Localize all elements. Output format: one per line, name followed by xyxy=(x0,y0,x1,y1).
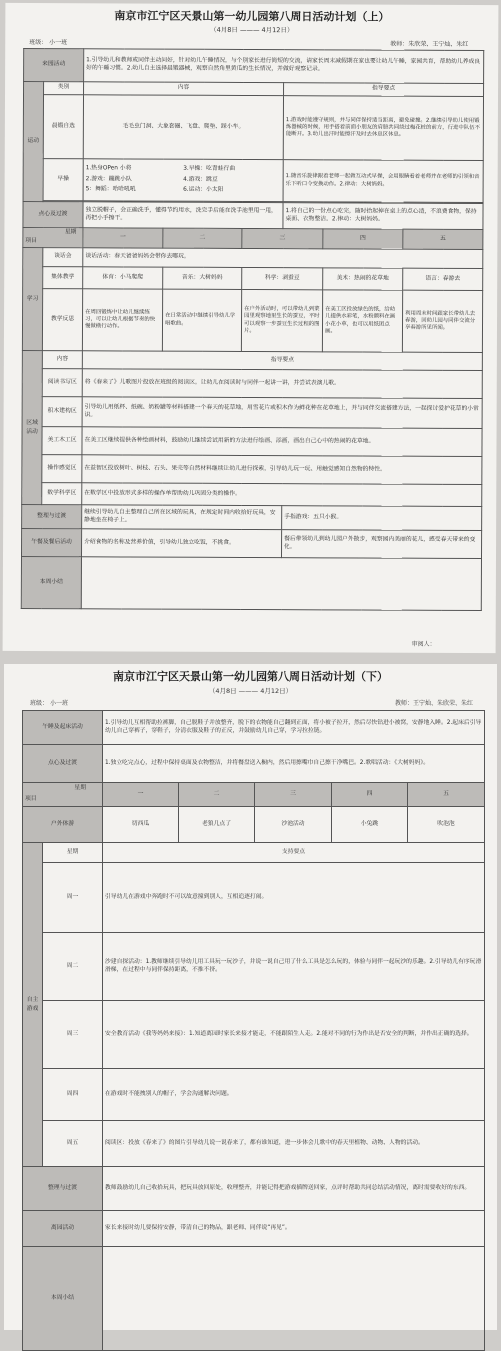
key-item: 在周四锻炼中让幼儿继续练习，可以让幼儿根据节奏的快慢做横行动作。 xyxy=(82,289,162,351)
group-item: 语言：春游去 xyxy=(403,268,483,290)
tidy-text: 教师鼓励幼儿自己收拾玩具，把玩具放回原处，收理整齐，并能记得把游戏插牌送回家，点评时帮助共同总结活动情况，离时需要收好的东西。 xyxy=(103,1167,485,1211)
day-header: 二 xyxy=(163,228,242,248)
free-day: 周二 xyxy=(43,933,103,1001)
day-header: 五 xyxy=(403,229,483,249)
free-text: 安全教育活动《我等妈妈来接》：1.知道离园时家长来接才能走，不能跟陌生人走。2.能对不同的行为作出是否安全的判断，并作出正确的选择。 xyxy=(103,1001,485,1069)
leave-text: 家长来接时幼儿要保持安静，带清自己的物品，跟老师、同伴说“再见”。 xyxy=(103,1211,485,1247)
key-item: 在日常活动中继续引导幼儿学唱歌曲。 xyxy=(162,289,241,351)
class-info: 班级： 小一班 xyxy=(29,39,68,47)
group-item: 科学：剥蚕豆 xyxy=(242,267,323,289)
free-text: 在游戏时不能拽别人的帽子，学会沟通解决问题。 xyxy=(103,1069,485,1121)
free-col-key: 支持要点 xyxy=(103,843,485,863)
summary-label: 本周小结 xyxy=(23,1247,103,1351)
snack-key: 1.将自己的一份点心吃完，随时拾起掉在桌上的点心渣，不浪费食物，保持桌面、衣物整洁。2.律动：大树妈妈。 xyxy=(283,203,483,230)
page-title: 南京市江宁区天景山第一幼儿园第八周日活动计划（上） xyxy=(114,9,390,24)
day-header: 三 xyxy=(255,783,332,807)
summary-area xyxy=(81,557,481,611)
col-type: 类别 xyxy=(44,82,84,95)
outdoor-item: 小兔跳 xyxy=(332,807,408,843)
schedule-table-upper xyxy=(21,48,485,611)
outdoor-item: 沙池活动 xyxy=(255,807,332,843)
tidy-left: 继续引导幼儿自主整理自己所在区域的玩具，在规定时间内收拾好玩具，安静地坐在椅子上。 xyxy=(82,505,282,530)
drill-items xyxy=(83,159,283,202)
day-header: 五 xyxy=(408,783,485,807)
drill-key: 1.随音乐旋律跟着老师一起做互动式早操，会用眼睛看着老师并在老师的引领和音乐下听口令变换动作。2.律动：大树妈妈。 xyxy=(283,160,483,203)
date-range: （4月8日 ——— 4月12日） xyxy=(208,687,293,695)
arrival-text: 1.引导幼儿和教师或同伴主动问好，针对幼儿午睡情况，与个别家长进行简短的交流，请家长周末减假期在家也要让幼儿午睡，家园共育，帮助幼儿养成良好的午睡习惯。2.幼儿自主选择晨锻器械，观察自然角里黄瓜的生长情况，并做好观察记录。 xyxy=(84,49,484,84)
free-day: 周五 xyxy=(43,1121,103,1167)
sports-label: 运动 xyxy=(23,82,44,202)
free-text: 沙建自探活动：1.教师继续引导幼儿用工具玩一玩沙子，并说一说自己用了什么工具是怎么玩的，体验与同伴一起玩沙的乐趣。2.引导幼儿有序玩滑滑梯，在过程中与同伴保持距离，不推不挤。 xyxy=(103,933,485,1001)
col-content: 内容 xyxy=(84,82,284,96)
region-text: 将《春来了》儿歌图片投放在班级的阅读区。让幼儿在阅读时与同伴一起讲一讲，并尝试表演儿歌。 xyxy=(82,369,482,399)
drill-item: 3.早操：吃青蛙行曲 xyxy=(183,165,236,173)
region-name: 操作感觉区 xyxy=(42,455,82,483)
snack-label: 点心及过渡 xyxy=(23,202,83,228)
plan-sheet-upper xyxy=(3,3,499,653)
free-day: 周一 xyxy=(43,863,103,933)
outdoor-item: 吹泡泡 xyxy=(408,807,485,843)
day-header: 一 xyxy=(83,228,163,248)
day-header: 一 xyxy=(103,783,179,807)
region-col-key: 指导要点 xyxy=(82,351,482,371)
page-title: 南京市江宁区天景山第一幼儿园第八周日活动计划（下） xyxy=(113,670,388,683)
col-key: 指导要点 xyxy=(284,83,484,97)
reviewer-label: 审阅人： xyxy=(411,640,436,648)
free-text: 引导幼儿在游戏中奔跑时不可以故意撞到别人，互相追逐打闹。 xyxy=(103,863,485,933)
snack-label: 点心及过渡 xyxy=(23,745,103,783)
nap-text: 1.引导幼儿互相帮助拉裤脚，自己脱鞋子并放整齐，脱下的衣物能自己翻到正面，将小被子拉开，然后尽快钻进小被窝，安静地入睡。2.起床后引导幼儿自己穿裤子，穿鞋子，分清衣服及鞋子的正反，并鼓励幼儿自己穿，学习拉拉链。 xyxy=(103,711,485,745)
drill-item: 6.运动：小太阳 xyxy=(183,186,224,194)
leave-label: 离园活动 xyxy=(23,1211,103,1247)
day-header: 四 xyxy=(332,783,408,807)
day-header: 二 xyxy=(179,783,255,807)
group-item: 美术：热闹的花草地 xyxy=(323,268,403,290)
snack-text: 独立脱帽子，会正确洗手，懂得节约用水，洗完手后能在洗手池里甩一甩，再把小手擦干。 xyxy=(83,202,283,229)
tidy-label: 整理与过渡 xyxy=(23,1167,103,1211)
drill-item: 4.游戏：跳豆 xyxy=(183,176,218,183)
talk-label: 谈话会 xyxy=(43,248,83,267)
class-info: 班级： 小一班 xyxy=(30,700,68,707)
key-label: 教学反思 xyxy=(42,289,82,351)
region-text: 在美工区继续提供各种绘画材料，鼓励幼儿继续尝试用新的方法进行绘画、添画，画出自己心中的热闹的花草地。 xyxy=(82,427,482,457)
morning-label: 晨锻自选 xyxy=(43,95,83,159)
day-header: 四 xyxy=(323,229,403,249)
group-item: 音乐：大树妈妈 xyxy=(163,267,242,289)
region-text: 在益智区投放树叶、树枝、石头、果壳等自然材料继续让幼儿进行探索，引导幼儿玩一玩、用触觉感知自然物的特性。 xyxy=(82,455,482,485)
plan-sheet-lower xyxy=(4,664,497,1330)
summary-area xyxy=(103,1247,485,1351)
outdoor-item: 老狼几点了 xyxy=(179,807,255,843)
lunch-right: 餐后带领幼儿到幼儿园户外散步，观察园内美丽的花儿，感受春天带来的变化。 xyxy=(282,530,482,559)
snack-text: 1.独立吃完点心，过程中保持桌面及衣物整洁，并将餐盘送入橱内，然后用擦嘴巾自己擦干净嘴巴。2.歌唱活动：《大树妈妈》。 xyxy=(103,745,485,783)
week-item-header: 星期 项目 xyxy=(23,783,103,807)
region-name: 数学科学区 xyxy=(42,483,82,505)
region-label: 区域活动 xyxy=(22,351,43,505)
region-name: 美工木工区 xyxy=(42,427,82,455)
lunch-left: 介绍食物的名称及营养价值，引导幼儿独立吃饭，不挑食。 xyxy=(82,529,282,558)
arrival-label: 来园活动 xyxy=(24,49,84,82)
region-text: 在数学区中投放形式多样的操作单帮助幼儿巩固分类的操作。 xyxy=(82,483,482,507)
teacher-info: 教师：朱欣荣、王宁灿、朱红 xyxy=(390,40,469,48)
nap-label: 午睡及起床活动 xyxy=(23,711,103,745)
drill-item: 2.游戏：蹦跳小队 xyxy=(85,176,132,183)
morning-key: 1.游戏时能遵守规则，并与同伴保持适当距离，避免碰撞。2.继续引导幼儿使用锻炼器械的时候，用手搭着前面小朋友的肩膀共同绕过梅花桩的前方，行进中队伍不能断开。3.幼儿出汗时能擦汗及时去休息区休息。 xyxy=(283,96,483,161)
free-col-day: 星期 xyxy=(43,843,103,863)
key-item: 在美工区投放绿色的纸，给幼儿提供水彩笔，水粉颜料在画小花小草，也可以用纸团点画。 xyxy=(322,290,402,352)
teacher-info: 教师：王宁灿、朱欣荣、朱红 xyxy=(394,700,473,707)
talk-text: 谈话活动：春天爸爸妈妈会带你去哪玩。 xyxy=(83,248,483,269)
free-play-label: 自主游戏 xyxy=(23,843,43,1167)
drill-item: 5：舞蹈：哈哈吼吼 xyxy=(85,186,136,193)
drill-label: 早操 xyxy=(43,159,83,201)
tidy-label: 整理与过渡 xyxy=(22,505,82,529)
key-item: 在户外活动时，可以带幼儿到菜园里观察地里生长的蚕豆，平时可以观察一步蚕豆生长过程的图片。 xyxy=(241,289,322,351)
lunch-label: 午餐及餐后活动 xyxy=(22,529,82,557)
tidy-right: 手指游戏：五只小猴。 xyxy=(282,506,482,531)
region-name: 阅读书写区 xyxy=(42,369,82,397)
morning-content: 毛毛虫门洞、大象套圈、飞盘、爬垫、踩小车。 xyxy=(83,95,283,160)
drill-item: 1.热身OPen 小将 xyxy=(85,165,132,172)
outdoor-label: 户外体游 xyxy=(23,807,103,843)
free-day: 周四 xyxy=(43,1069,103,1121)
week-item-header: 星期 项目 xyxy=(23,228,83,248)
summary-label: 本周小结 xyxy=(21,557,81,609)
group-item: 体育：小马爬爬 xyxy=(83,267,163,289)
free-day: 周三 xyxy=(43,1001,103,1069)
schedule-table-lower xyxy=(22,710,485,1351)
group-label: 集体教学 xyxy=(43,267,83,289)
outdoor-item: 切西瓜 xyxy=(103,807,179,843)
region-col-content: 内容 xyxy=(42,351,82,369)
study-label: 学习 xyxy=(22,248,42,351)
key-item: 利用周末时间跟家长带幼儿去春游，回幼儿园与同伴交流分享春游所见所闻。 xyxy=(402,290,482,352)
day-header: 三 xyxy=(242,228,323,248)
date-range: （4月8日 ——— 4月12日） xyxy=(210,25,294,35)
region-name: 积木建构区 xyxy=(42,397,82,427)
free-text: 阅读区：投放《春来了》的图片引导幼儿说一说春来了，都有谁知道，进一步体会儿歌中的春天里植物、动物、人物的活动。 xyxy=(103,1121,485,1167)
region-text: 引导幼儿用纸杯、纸碗、奶粉罐等材料搭建一个春天的花草地，用雪花片或积木作为鲜花种在花草地上，并与同伴交流搭建方法，一起探讨爱护花草的小常识。 xyxy=(82,397,482,429)
